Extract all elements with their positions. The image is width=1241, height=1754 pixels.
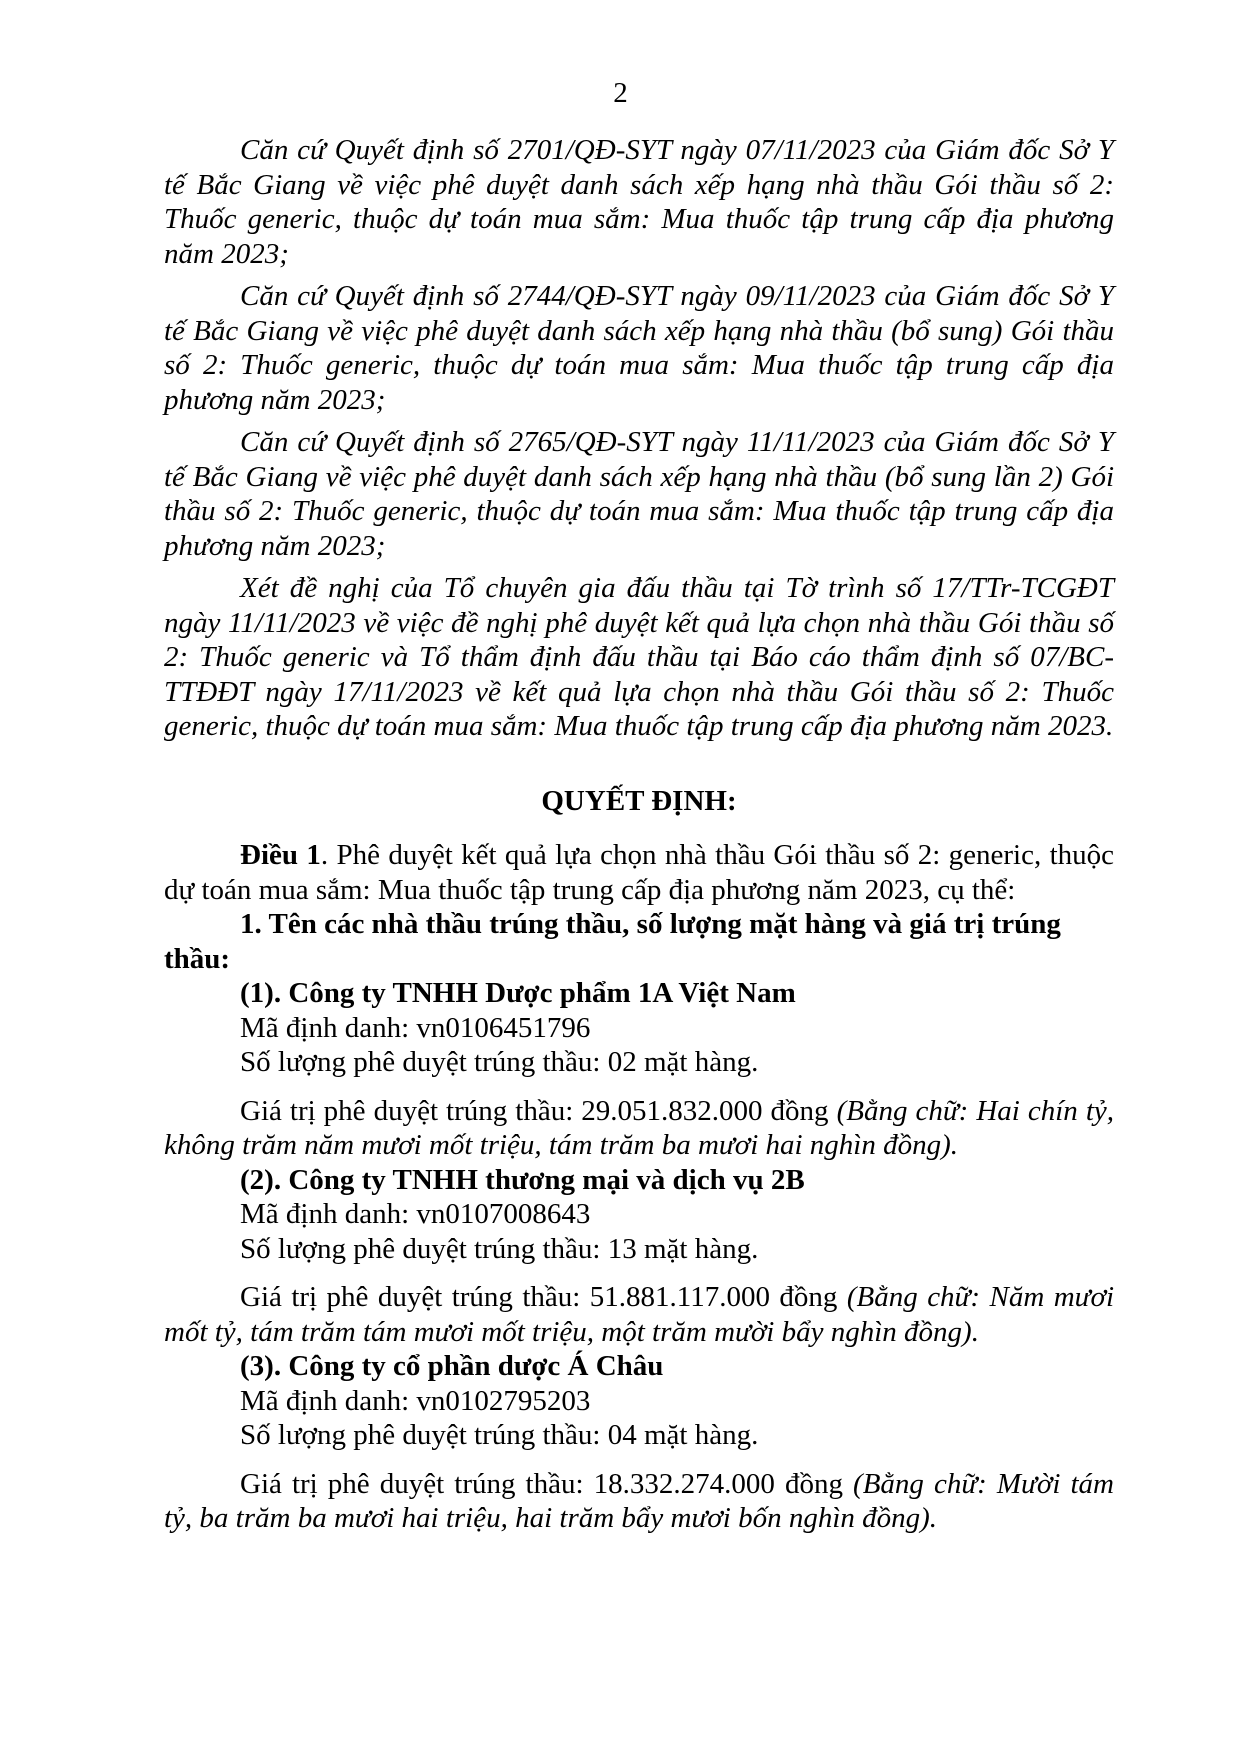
page-number: 2: [613, 77, 628, 109]
article-1-text: . Phê duyệt kết quả lựa chọn nhà thầu Gói thầu số 2: generic, thuộc dự toán mua sắm: Mua thuốc tập trung cấp địa phương năm 2023, cụ thể:: [164, 839, 1115, 906]
contractor-value-amount: Giá trị phê duyệt trúng thầu: 51.881.117.000 đồng: [240, 1281, 847, 1313]
article-1-label: Điều 1: [240, 839, 321, 871]
contractor-name: (3). Công ty cổ phần dược Á Châu: [240, 1350, 664, 1382]
preamble-paragraph: Căn cứ Quyết định số 2744/QĐ-SYT ngày 09/11/2023 của Giám đốc Sở Y tế Bắc Giang về việc phê duyệt danh sách xếp hạng nhà thầu (bổ sung) Gói thầu số 2: Thuốc generic, thuộc dự toán mua sắm: Mua thuốc tập trung cấp địa phương năm 2023;: [164, 280, 1114, 416]
contractor-value-words: (Bằng chữ: Năm mươi mốt tỷ, tám trăm tám mươi mốt triệu, một trăm mười bẩy nghìn đồng).: [164, 1281, 1115, 1348]
contractor-item-count: Số lượng phê duyệt trúng thầu: 13 mặt hàng.: [240, 1232, 759, 1265]
section-1-title: 1. Tên các nhà thầu trúng thầu, số lượng mặt hàng và giá trị trúng thầu:: [164, 908, 1061, 975]
contractor-id: Mã định danh: vn0102795203: [240, 1384, 591, 1417]
document-body: [164, 133, 1114, 1536]
preamble-paragraph: Căn cứ Quyết định số 2701/QĐ-SYT ngày 07/11/2023 của Giám đốc Sở Y tế Bắc Giang về việc phê duyệt danh sách xếp hạng nhà thầu Gói thầu số 2: Thuốc generic, thuộc dự toán mua sắm: Mua thuốc tập trung cấp địa phương năm 2023;: [164, 134, 1114, 270]
article-1-paragraph: [164, 838, 1114, 907]
contractor-name: (1). Công ty TNHH Dược phẩm 1A Việt Nam: [240, 977, 796, 1009]
contractor-value-amount: Giá trị phê duyệt trúng thầu: 18.332.274.000 đồng: [240, 1467, 854, 1500]
preamble-paragraph: Căn cứ Quyết định số 2765/QĐ-SYT ngày 11/11/2023 của Giám đốc Sở Y tế Bắc Giang về việc phê duyệt danh sách xếp hạng nhà thầu (bổ sung lần 2) Gói thầu số 2: Thuốc generic, thuộc dự toán mua sắm: Mua thuốc tập trung cấp địa phương năm 2023;: [164, 426, 1114, 562]
decision-heading: QUYẾT ĐỊNH:: [541, 784, 737, 817]
contractor-item-count: Số lượng phê duyệt trúng thầu: 04 mặt hàng.: [240, 1419, 759, 1451]
contractor-value: [164, 1467, 1114, 1536]
contractor-value: [164, 1280, 1114, 1349]
contractor-id: Mã định danh: vn0107008643: [240, 1198, 591, 1230]
preamble-paragraph: Xét đề nghị của Tổ chuyên gia đấu thầu tại Tờ trình số 17/TTr-TCGĐT ngày 11/11/2023 về việc đề nghị phê duyệt kết quả lựa chọn nhà thầu Gói thầu số 2: Thuốc generic và Tổ thẩm định đấu thầu tại Báo cáo thẩm định số 07/BC-TTĐĐT ngày 17/11/2023 về kết quả lựa chọn nhà thầu Gói thầu số 2: Thuốc generic, thuộc dự toán mua sắm: Mua thuốc tập trung cấp địa phương năm 2023.: [164, 572, 1114, 742]
contractor-item-count: Số lượng phê duyệt trúng thầu: 02 mặt hàng.: [240, 1046, 759, 1078]
contractor-value-words: (Bằng chữ: Mười tám tỷ, ba trăm ba mươi hai triệu, hai trăm bẩy mươi bốn nghìn đồng).: [164, 1467, 1114, 1534]
contractor-value: [164, 1094, 1114, 1163]
contractor-value-amount: Giá trị phê duyệt trúng thầu: 29.051.832.000 đồng: [240, 1094, 837, 1127]
contractor-value-words: (Bằng chữ: Hai chín tỷ, không trăm năm mươi mốt triệu, tám trăm ba mươi hai nghìn đồng).: [164, 1094, 1114, 1161]
contractor-id: Mã định danh: vn0106451796: [240, 1011, 591, 1044]
contractor-name: (2). Công ty TNHH thương mại và dịch vụ 2B: [240, 1163, 805, 1196]
